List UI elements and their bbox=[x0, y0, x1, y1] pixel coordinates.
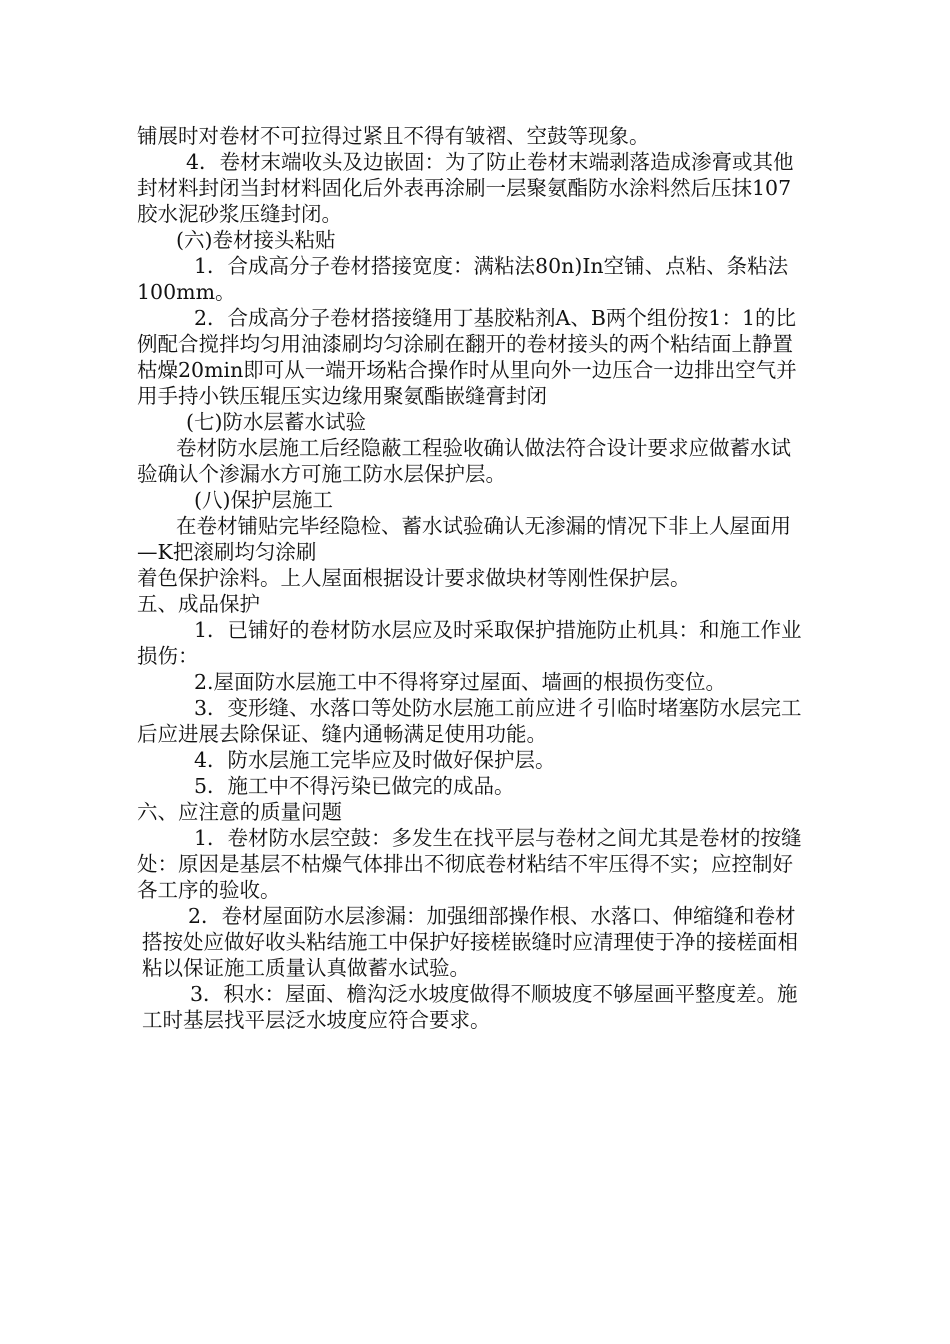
text-line: 搭按处应做好收头粘结施工中保护好接槎嵌缝时应清理使于净的接槎面相 bbox=[142, 930, 798, 954]
text-line: 3．积水：屋面、檐沟泛水坡度做得不顺坡度不够屋画平整度差。施 bbox=[190, 982, 798, 1006]
section-heading: 五、成品保护 bbox=[137, 592, 260, 616]
text-line: 处：原因是基层不枯燥气体排出不彻底卷材粘结不牢压得不实；应控制好 bbox=[137, 852, 793, 876]
text-line: 各工序的验收。 bbox=[137, 878, 281, 902]
text-line: 4．卷材末端收头及边嵌固：为了防止卷材末端剥落造成渗膏或其他 bbox=[186, 150, 794, 174]
text-line: —K把滚刷均匀涂刷 bbox=[137, 540, 317, 564]
text-line: 3．变形缝、水落口等处防水层施工前应进彳引临时堵塞防水层完工 bbox=[194, 696, 802, 720]
text-line: 用手持小铁压辊压实边缘用聚氨酯嵌缝膏封闭 bbox=[137, 384, 547, 408]
text-line: 2．合成高分子卷材搭接缝用丁基胶粘剂A、B两个组份按1：1的比 bbox=[194, 306, 796, 330]
text-line: 卷材防水层施工后经隐蔽工程验收确认做法符合设计要求应做蓄水试 bbox=[176, 436, 791, 460]
text-line: 1．卷材防水层空鼓：多发生在找平层与卷材之间尤其是卷材的按缝 bbox=[194, 826, 802, 850]
text-line: 在卷材铺贴完毕经隐检、蓄水试验确认无渗漏的情况下非上人屋面用 bbox=[176, 514, 791, 538]
text-line: 2.屋面防水层施工中不得将穿过屋面、墙画的根损伤变位。 bbox=[194, 670, 727, 694]
text-line: 例配合搅拌均匀用油漆刷均匀涂刷在翻开的卷材接头的两个粘结面上静置 bbox=[137, 332, 793, 356]
text-line: 工时基层找平层泛水坡度应符合要求。 bbox=[142, 1008, 491, 1032]
text-line: 1．已铺好的卷材防水层应及时采取保护措施防止机具：和施工作业 bbox=[194, 618, 802, 642]
text-line: 后应进展去除保证、缝内通畅满足使用功能。 bbox=[137, 722, 547, 746]
text-line: 1．合成高分子卷材搭接宽度：满粘法80n)In空铺、点粘、条粘法 bbox=[194, 254, 789, 278]
text-line: 2．卷材屋面防水层渗漏：加强细部操作根、水落口、伸缩缝和卷材 bbox=[188, 904, 796, 928]
section-heading: (八)保护层施工 bbox=[194, 488, 333, 512]
text-line: 胶水泥砂浆压缝封闭。 bbox=[137, 202, 342, 226]
section-heading: (六)卷材接头粘贴 bbox=[176, 228, 336, 252]
text-line: 铺展时对卷材不可拉得过紧且不得有皱褶、空鼓等现象。 bbox=[137, 124, 650, 148]
text-line: 封材料封闭当封材料固化后外表再涂刷一层聚氨酯防水涂料然后压抹107 bbox=[137, 176, 792, 200]
text-line: 4．防水层施工完毕应及时做好保护层。 bbox=[194, 748, 556, 772]
text-line: 5．施工中不得污染已做完的成品。 bbox=[194, 774, 515, 798]
text-line: 枯燥20min即可从一端开场粘合操作时从里向外一边压合一边排出空气并 bbox=[137, 358, 797, 382]
section-heading: 六、应注意的质量问题 bbox=[137, 800, 342, 824]
text-line: 粘以保证施工质量认真做蓄水试验。 bbox=[142, 956, 470, 980]
text-line: 着色保护涂料。上人屋面根据设计要求做块材等刚性保护层。 bbox=[137, 566, 691, 590]
section-heading: (七)防水层蓄水试验 bbox=[186, 410, 366, 434]
text-line: 100mm。 bbox=[137, 280, 236, 304]
text-line: 验确认个渗漏水方可施工防水层保护层。 bbox=[137, 462, 506, 486]
text-line: 损伤： bbox=[137, 644, 199, 668]
